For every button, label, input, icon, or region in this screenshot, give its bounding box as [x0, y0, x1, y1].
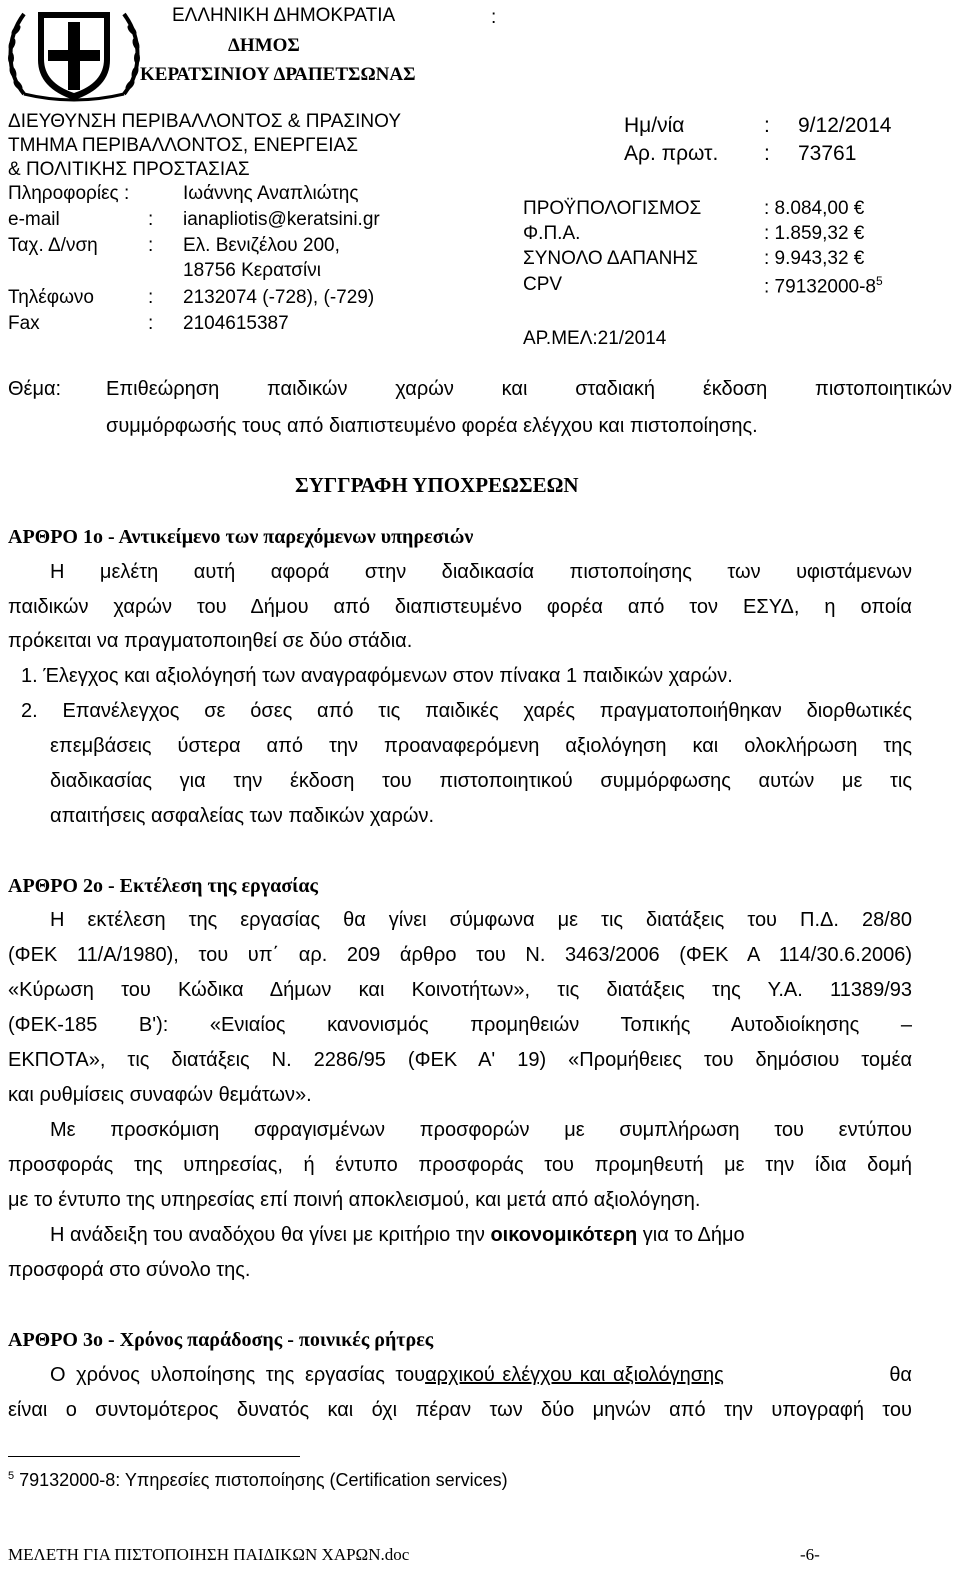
cpv-footnote-ref: 5 — [876, 274, 883, 288]
article-2-line-11: προσφορά στο σύνολο της. — [8, 1259, 251, 1281]
date-colon: : — [764, 114, 770, 137]
department-line-3: & ΠΟΛΙΤΙΚΗΣ ΠΡΟΣΤΑΣΙΑΣ — [8, 159, 250, 180]
total-label: ΣΥΝΟΛΟ ΔΑΠΑΝΗΣ — [523, 248, 698, 269]
vat-label: Φ.Π.Α. — [523, 223, 581, 244]
article-3-line-2: είναι ο συντομότερος δυνατός και όχι πέραν των δύο μηνών από την υπογραφή του — [8, 1399, 912, 1421]
study-number: ΑΡ.ΜΕΛ:21/2014 — [523, 328, 667, 349]
article-1-item-2-line-2: επεμβάσεις ύστερα από την προαναφερόμενη αξιολόγηση και ολοκλήρωση της — [50, 735, 912, 757]
article-3-line-1-c: θα — [889, 1364, 912, 1386]
article-1-item-1: 1. Έλεγχος και αξιολόγησή των αναγραφόμενων στον πίνακα 1 παιδικών χαρών. — [21, 665, 733, 687]
article-3-line-1-underlined: αρχικού ελέγχου και αξιολόγησης — [425, 1364, 724, 1386]
fax-colon: : — [148, 313, 154, 334]
budget-label: ΠΡΟΫΠΟΛΟΓΙΣΜΟΣ — [523, 198, 702, 219]
article-3-line-1 — [50, 1358, 912, 1393]
phone-colon: : — [148, 287, 154, 308]
header-municipality-name: ΚΕΡΑΤΣΙΝΙΟΥ ΔΡΑΠΕΤΣΩΝΑΣ — [140, 64, 416, 85]
total-value: : 9.943,32 € — [764, 248, 865, 269]
article-2-line-1: Η εκτέλεση της εργασίας θα γίνει σύμφωνα με τις διατάξεις του Π.Δ. 28/80 — [50, 909, 912, 931]
article-2-line-10 — [50, 1218, 745, 1253]
article-2-line-10-c: για το Δήμο — [637, 1224, 745, 1246]
phone-label: Τηλέφωνο — [8, 287, 94, 308]
article-2-line-3: «Κύρωση του Κώδικα Δήμων και Κοινοτήτων», τις διατάξεις της Υ.Α. 11389/93 — [8, 979, 912, 1001]
footnote — [8, 1470, 508, 1491]
article-2-line-10-a: Η ανάδειξη του αναδόχου θα γίνει με κριτήριο την — [50, 1224, 491, 1246]
footnote-ref: 5 — [8, 1470, 15, 1482]
vat-value: : 1.859,32 € — [764, 223, 865, 244]
info-value: Ιωάννης Αναπλιώτης — [183, 183, 359, 204]
subject-label: Θέμα: — [8, 378, 62, 400]
info-label: Πληροφορίες : — [8, 183, 130, 204]
article-2-line-9: με το έντυπο της υπηρεσίας επί ποινή αποκλεισμού, και μετά από αξιολόγηση. — [8, 1189, 701, 1211]
phone-value: 2132074 (-728), (-729) — [183, 287, 375, 308]
article-1-item-2-line-1: 2. Επανέλεγχος σε όσες από τις παιδικές χαρές πραγματοποιήθηκαν διορθωτικές — [21, 700, 912, 722]
article-1-para-line-2: παιδικών χαρών του Δήμου από διαπιστευμένο φορέα από τον ΕΣΥΔ, η οποία — [8, 596, 912, 618]
budget-value: : 8.084,00 € — [764, 198, 865, 219]
cpv-code: : 79132000-8 — [764, 276, 876, 298]
date-label: Ημ/νία — [624, 114, 685, 137]
article-2-line-5: ΕΚΠΟΤΑ», τις διατάξεις Ν. 2286/95 (ΦΕΚ Α' 19) «Προμήθειες του δημόσιου τομέα — [8, 1049, 912, 1071]
footer-page-number: -6- — [800, 1545, 820, 1564]
address-colon: : — [148, 235, 154, 256]
article-2-line-4: (ΦΕΚ-185 Β'): «Ενιαίος κανονισμός προμηθειών Τοπικής Αυτοδιοίκησης – — [8, 1014, 912, 1036]
article-1-item-2-line-3: διαδικασίας για την έκδοση του πιστοποιητικού συμμόρφωσης αυτών με τις — [50, 770, 912, 792]
article-2-line-2: (ΦΕΚ 11/Α/1980), του υπ΄ αρ. 209 άρθρο του Ν. 3463/2006 (ΦΕΚ Α 114/30.6.2006) — [8, 944, 912, 966]
address-value-1: Ελ. Βενιζέλου 200, — [183, 235, 340, 256]
protocol-colon: : — [764, 142, 770, 165]
article-1-para-line-1: Η μελέτη αυτή αφορά στην διαδικασία πιστοποίησης των υφιστάμενων — [50, 561, 912, 583]
address-value-2: 18756 Κερατσίνι — [183, 260, 321, 281]
subject-line-1: Επιθεώρηση παιδικών χαρών και σταδιακή έκδοση πιστοποιητικών — [106, 378, 952, 400]
email-label: e-mail — [8, 209, 60, 230]
address-label: Ταχ. Δ/νση — [8, 235, 98, 256]
footer-filename: ΜΕΛΕΤΗ ΓΙΑ ΠΙΣΤΟΠΟΙΗΣΗ ΠΑΙΔΙΚΩΝ ΧΑΡΩΝ.doc — [8, 1545, 410, 1564]
email-colon: : — [148, 209, 154, 230]
article-2-line-7: Με προσκόμιση σφραγισμένων προσφορών με συμπλήρωση του εντύπου — [50, 1119, 912, 1141]
article-2-heading: ΑΡΘΡΟ 2ο - Εκτέλεση της εργασίας — [8, 875, 318, 897]
footnote-text: 79132000-8: Υπηρεσίες πιστοποίησης (Certification services) — [19, 1470, 508, 1490]
header-municipality: ΔΗΜΟΣ — [228, 35, 300, 56]
department-line-2: ΤΜΗΜΑ ΠΕΡΙΒΑΛΛΟΝΤΟΣ, ΕΝΕΡΓΕΙΑΣ — [8, 135, 358, 156]
protocol-value: 73761 — [798, 142, 857, 165]
article-1-heading: ΑΡΘΡΟ 1ο - Αντικείμενο των παρεχόμενων υπηρεσιών — [8, 526, 474, 548]
fax-value: 2104615387 — [183, 313, 289, 334]
protocol-label: Αρ. πρωτ. — [624, 142, 719, 165]
subject-line-2: συμμόρφωσής τους από διαπιστευμένο φορέα ελέγχου και πιστοποίησης. — [106, 415, 758, 437]
article-2-line-10-bold: οικονομικότερη — [490, 1224, 638, 1246]
article-2-line-6: και ρυθμίσεις συναφών θεμάτων». — [8, 1084, 312, 1106]
coat-of-arms-emblem — [2, 2, 146, 106]
department-line-1: ΔΙΕΥΘΥΝΣΗ ΠΕΡΙΒΑΛΛΟΝΤΟΣ & ΠΡΑΣΙΝΟΥ — [8, 111, 401, 132]
article-2-line-8: προσφοράς της υπηρεσίας, ή έντυπο προσφοράς του προμηθευτή με την ίδια δομή — [8, 1154, 912, 1176]
cpv-label: CPV — [523, 274, 563, 295]
header-stray-colon: : — [491, 7, 497, 28]
article-1-item-2-line-4: απαιτήσεις ασφαλείας των παδικών χαρών. — [50, 805, 435, 827]
article-1-para-line-3: πρόκειται να πραγματοποιηθεί σε δύο στάδια. — [8, 630, 413, 652]
header-country: ΕΛΛΗΝΙΚΗ ΔΗΜΟΚΡΑΤΙΑ — [172, 5, 396, 26]
article-3-line-1-a: Ο χρόνος υλοποίησης της εργασίας του — [50, 1364, 426, 1386]
cpv-value — [764, 274, 883, 298]
email-value: ianapliotis@keratsini.gr — [183, 209, 380, 230]
article-3-heading: ΑΡΘΡΟ 3ο - Χρόνος παράδοσης - ποινικές ρήτρες — [8, 1329, 434, 1351]
document-title: ΣΥΓΓΡΑΦΗ ΥΠΟΧΡΕΩΣΕΩΝ — [295, 473, 579, 497]
footnote-separator — [8, 1456, 300, 1457]
date-value: 9/12/2014 — [798, 114, 892, 137]
fax-label: Fax — [8, 313, 40, 334]
